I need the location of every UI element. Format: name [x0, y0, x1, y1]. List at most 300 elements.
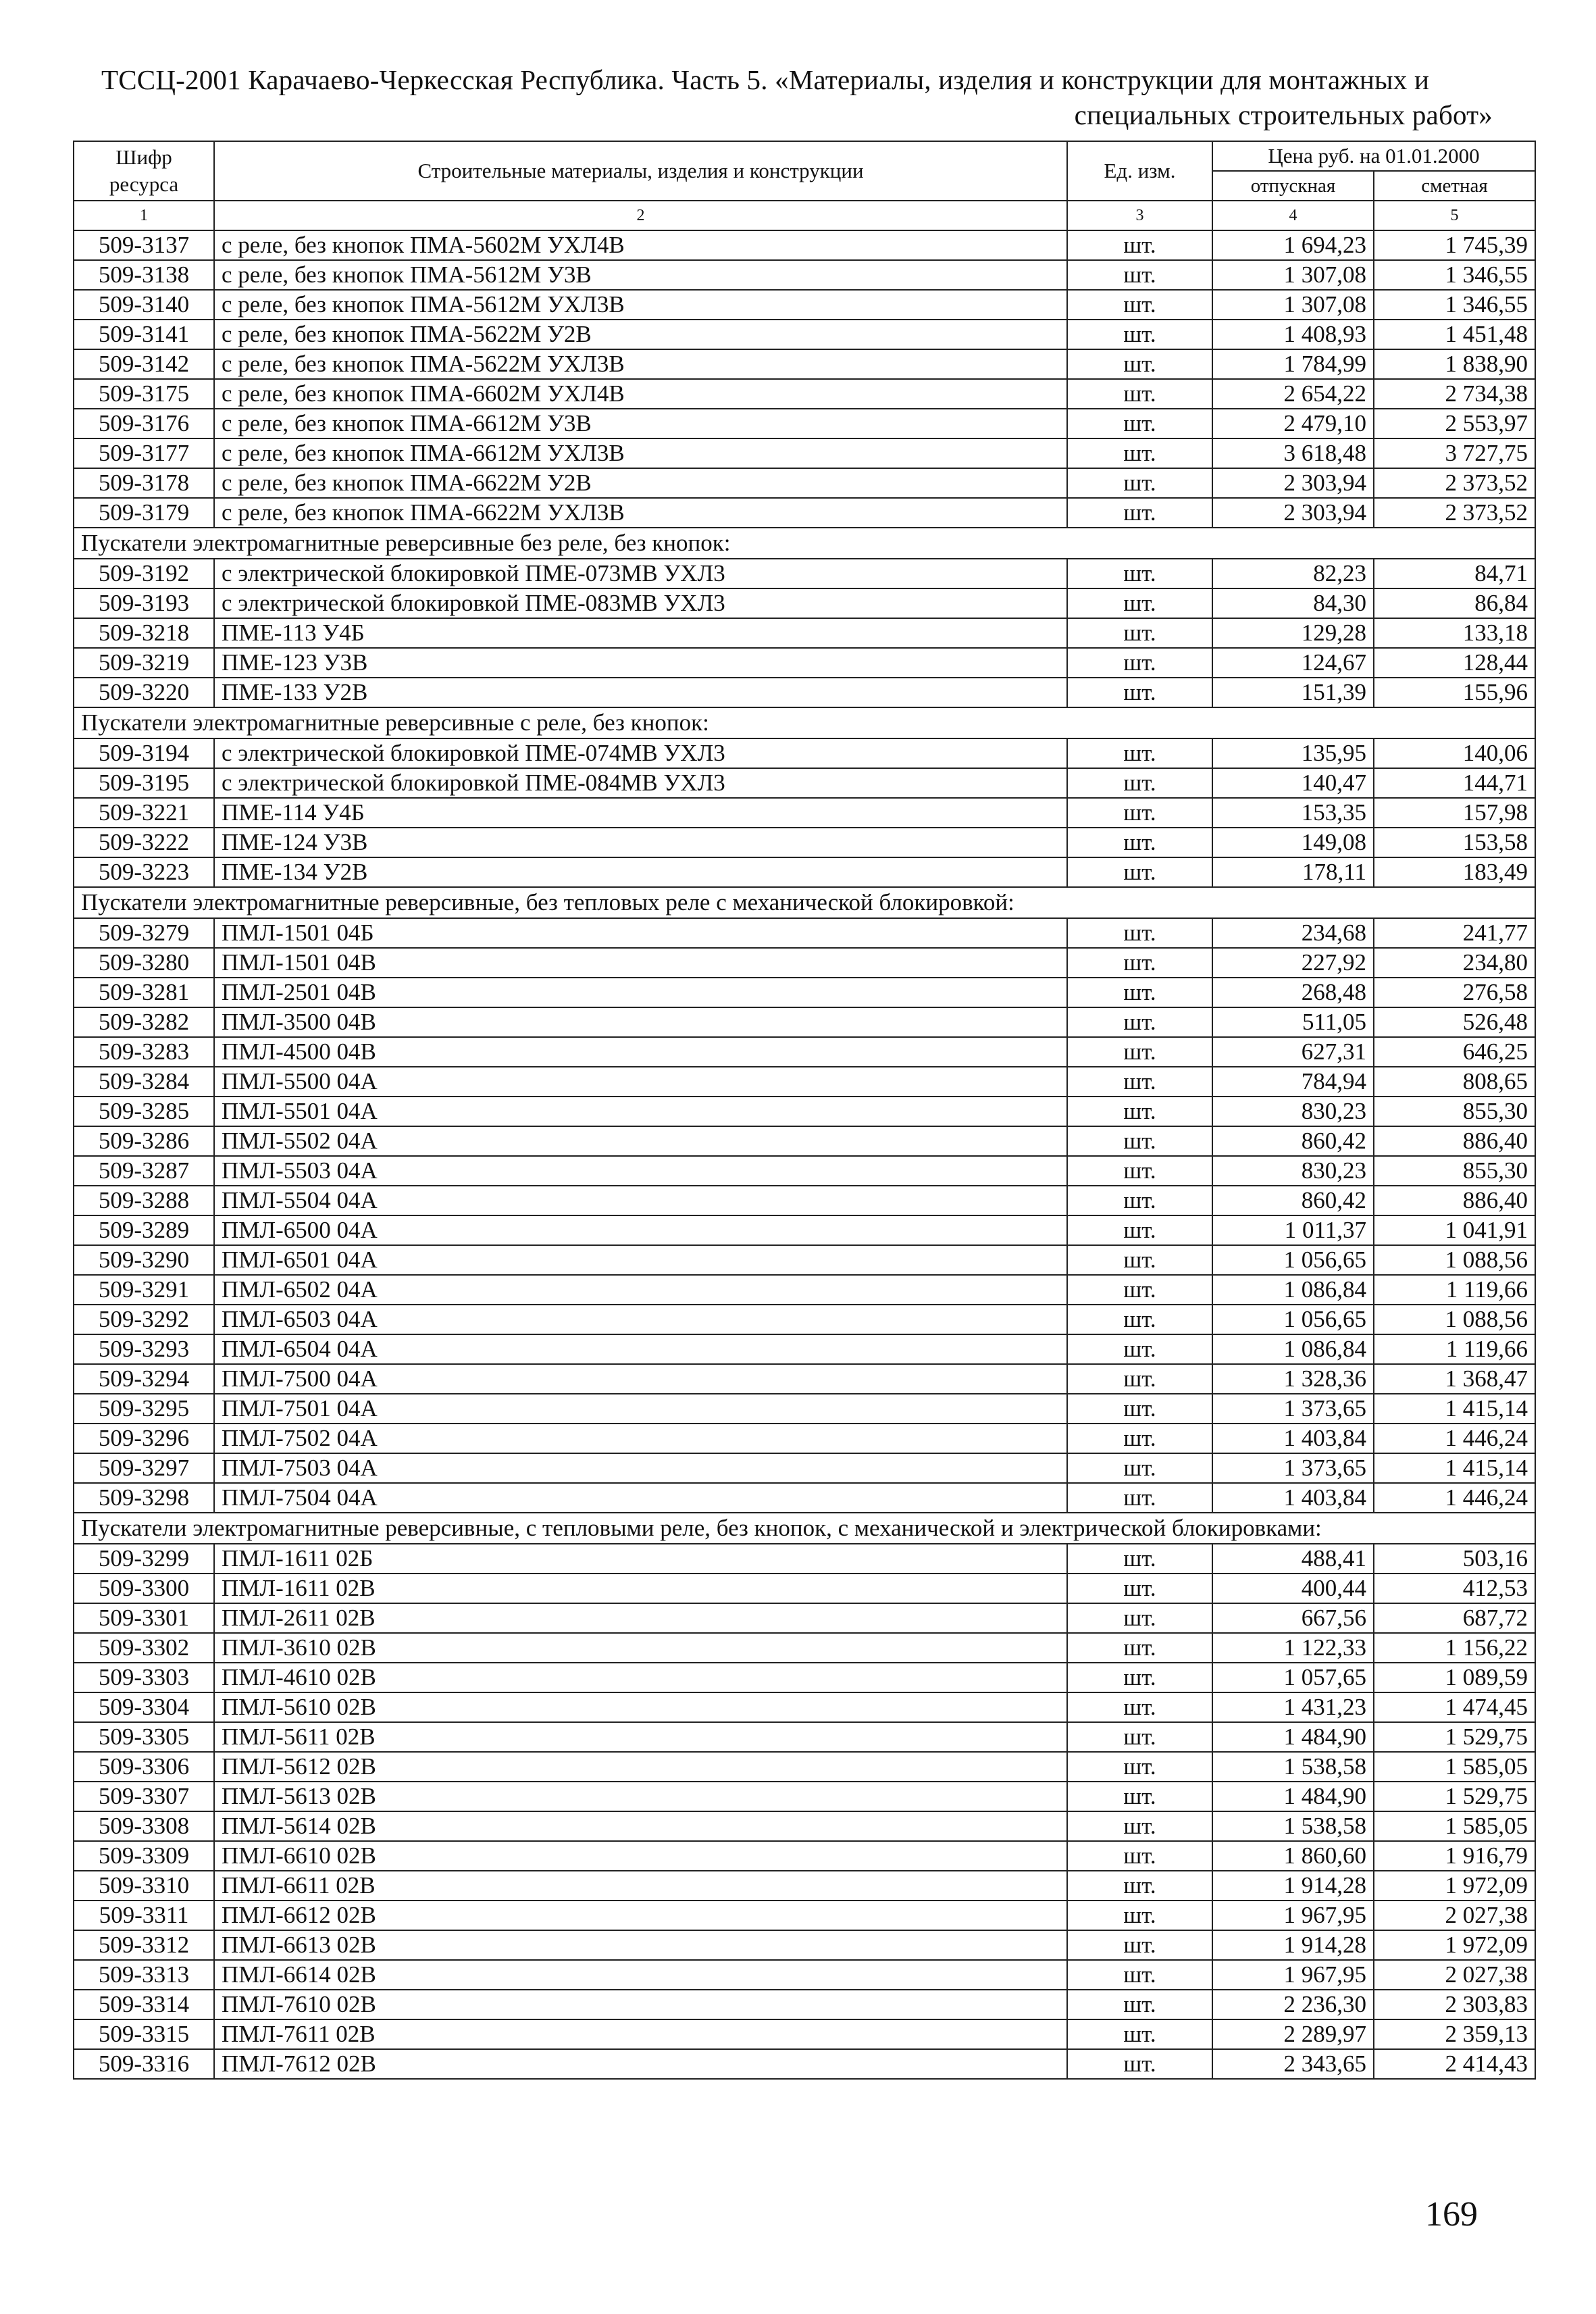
table-row: [74, 290, 1535, 320]
table-row: [74, 648, 1535, 678]
estimate-price-cell: 2 027,38: [1374, 1901, 1535, 1930]
section-row: [74, 707, 1535, 738]
resource-code-cell: 509-3297: [74, 1453, 214, 1483]
estimate-price-cell: 1 346,55: [1374, 290, 1535, 320]
header-line-1: ТССЦ-2001 Карачаево-Черкесская Республика. Часть 5. «Материалы, изделия и конструкции для монтажных и: [101, 64, 1430, 95]
material-name-cell: с электрической блокировкой ПМЕ-084МВ УХЛ3: [214, 768, 1067, 798]
material-name-cell: с реле, без кнопок ПМА-6622М УХЛ3В: [214, 498, 1067, 528]
resource-code-cell: 509-3283: [74, 1037, 214, 1067]
material-name-cell: ПМЕ-134 У2В: [214, 857, 1067, 887]
table-row: [74, 379, 1535, 409]
release-price-cell: 3 618,48: [1212, 438, 1374, 468]
unit-cell: шт.: [1067, 588, 1212, 618]
estimate-price-cell: 687,72: [1374, 1603, 1535, 1633]
resource-code-cell: 509-3193: [74, 588, 214, 618]
resource-code-cell: 509-3223: [74, 857, 214, 887]
table-row: [74, 918, 1535, 948]
resource-code-cell: 509-3175: [74, 379, 214, 409]
estimate-price-cell: 855,30: [1374, 1156, 1535, 1186]
section-heading: Пускатели электромагнитные реверсивные без реле, без кнопок:: [74, 528, 1535, 559]
resource-code-cell: 509-3307: [74, 1782, 214, 1811]
release-price-cell: 1 538,58: [1212, 1811, 1374, 1841]
table-row: [74, 1990, 1535, 2019]
release-price-cell: 1 086,84: [1212, 1334, 1374, 1364]
unit-cell: шт.: [1067, 1483, 1212, 1513]
estimate-price-cell: 140,06: [1374, 738, 1535, 768]
unit-cell: шт.: [1067, 918, 1212, 948]
material-name-cell: ПМЛ-5610 02В: [214, 1692, 1067, 1722]
unit-cell: шт.: [1067, 260, 1212, 290]
estimate-price-cell: 155,96: [1374, 678, 1535, 707]
unit-cell: шт.: [1067, 1871, 1212, 1901]
resource-code-cell: 509-3292: [74, 1305, 214, 1334]
unit-cell: шт.: [1067, 678, 1212, 707]
table-row: [74, 559, 1535, 588]
price-table: [73, 141, 1536, 2080]
table-row: [74, 230, 1535, 260]
unit-cell: шт.: [1067, 1722, 1212, 1752]
estimate-price-cell: 2 373,52: [1374, 498, 1535, 528]
table-row: [74, 978, 1535, 1007]
estimate-price-cell: 241,77: [1374, 918, 1535, 948]
material-name-cell: с электрической блокировкой ПМЕ-074МВ УХЛ3: [214, 738, 1067, 768]
unit-cell: шт.: [1067, 1544, 1212, 1574]
material-name-cell: ПМЛ-7610 02В: [214, 1990, 1067, 2019]
table-row: [74, 1186, 1535, 1215]
unit-cell: шт.: [1067, 1990, 1212, 2019]
unit-cell: шт.: [1067, 1067, 1212, 1097]
release-price-cell: 84,30: [1212, 588, 1374, 618]
release-price-cell: 178,11: [1212, 857, 1374, 887]
material-name-cell: ПМЕ-114 У4Б: [214, 798, 1067, 828]
release-price-cell: 1 484,90: [1212, 1722, 1374, 1752]
section-row: [74, 528, 1535, 559]
table-row: [74, 1960, 1535, 1990]
table-row: [74, 349, 1535, 379]
estimate-price-cell: 1 916,79: [1374, 1841, 1535, 1871]
resource-code-cell: 509-3287: [74, 1156, 214, 1186]
table-row: [74, 738, 1535, 768]
resource-code-cell: 509-3281: [74, 978, 214, 1007]
col-number: 1: [74, 201, 214, 230]
material-name-cell: ПМЛ-2501 04В: [214, 978, 1067, 1007]
material-name-cell: ПМЛ-6501 04А: [214, 1245, 1067, 1275]
estimate-price-cell: 2 734,38: [1374, 379, 1535, 409]
table-row: [74, 498, 1535, 528]
material-name-cell: ПМЛ-4500 04В: [214, 1037, 1067, 1067]
resource-code-cell: 509-3315: [74, 2019, 214, 2049]
table-row: [74, 618, 1535, 648]
table-row: [74, 1067, 1535, 1097]
release-price-cell: 268,48: [1212, 978, 1374, 1007]
release-price-cell: 2 303,94: [1212, 468, 1374, 498]
material-name-cell: с электрической блокировкой ПМЕ-073МВ УХЛ3: [214, 559, 1067, 588]
estimate-price-cell: 2 027,38: [1374, 1960, 1535, 1990]
resource-code-cell: 509-3177: [74, 438, 214, 468]
material-name-cell: ПМЛ-2611 02В: [214, 1603, 1067, 1633]
resource-code-cell: 509-3218: [74, 618, 214, 648]
unit-cell: шт.: [1067, 1037, 1212, 1067]
unit-cell: шт.: [1067, 438, 1212, 468]
release-price-cell: 1 122,33: [1212, 1633, 1374, 1663]
release-price-cell: 1 307,08: [1212, 260, 1374, 290]
estimate-price-cell: 646,25: [1374, 1037, 1535, 1067]
table-row: [74, 1483, 1535, 1513]
resource-code-cell: 509-3304: [74, 1692, 214, 1722]
unit-cell: шт.: [1067, 1960, 1212, 1990]
unit-cell: шт.: [1067, 2049, 1212, 2079]
material-name-cell: ПМЛ-7501 04А: [214, 1394, 1067, 1424]
page-number: 169: [1425, 2195, 1478, 2234]
release-price-cell: 1 967,95: [1212, 1901, 1374, 1930]
table-row: [74, 1215, 1535, 1245]
release-price-cell: 1 056,65: [1212, 1305, 1374, 1334]
release-price-cell: 82,23: [1212, 559, 1374, 588]
table-row: [74, 1633, 1535, 1663]
release-price-cell: 2 343,65: [1212, 2049, 1374, 2079]
estimate-price-cell: 2 303,83: [1374, 1990, 1535, 2019]
table-row: [74, 1037, 1535, 1067]
estimate-price-cell: 234,80: [1374, 948, 1535, 978]
unit-cell: шт.: [1067, 738, 1212, 768]
table-body: [74, 230, 1535, 2079]
material-name-cell: ПМЛ-6610 02В: [214, 1841, 1067, 1871]
material-name-cell: ПМЛ-5614 02В: [214, 1811, 1067, 1841]
col-header-code: Шифр ресурса: [74, 141, 214, 201]
resource-code-cell: 509-3142: [74, 349, 214, 379]
unit-cell: шт.: [1067, 349, 1212, 379]
unit-cell: шт.: [1067, 798, 1212, 828]
estimate-price-cell: 1 119,66: [1374, 1275, 1535, 1305]
estimate-price-cell: 2 359,13: [1374, 2019, 1535, 2049]
release-price-cell: 1 694,23: [1212, 230, 1374, 260]
release-price-cell: 1 860,60: [1212, 1841, 1374, 1871]
unit-cell: шт.: [1067, 498, 1212, 528]
resource-code-cell: 509-3296: [74, 1424, 214, 1453]
release-price-cell: 400,44: [1212, 1574, 1374, 1603]
release-price-cell: 2 236,30: [1212, 1990, 1374, 2019]
estimate-price-cell: 1 745,39: [1374, 230, 1535, 260]
estimate-price-cell: 1 529,75: [1374, 1722, 1535, 1752]
material-name-cell: ПМЛ-1501 04В: [214, 948, 1067, 978]
col-header-price: Цена руб. на 01.01.2000: [1212, 141, 1535, 171]
material-name-cell: ПМЛ-5502 04А: [214, 1126, 1067, 1156]
unit-cell: шт.: [1067, 1663, 1212, 1692]
release-price-cell: 511,05: [1212, 1007, 1374, 1037]
table-row: [74, 1663, 1535, 1692]
material-name-cell: ПМЛ-7504 04А: [214, 1483, 1067, 1513]
release-price-cell: 227,92: [1212, 948, 1374, 978]
release-price-cell: 124,67: [1212, 648, 1374, 678]
table-row: [74, 1394, 1535, 1424]
unit-cell: шт.: [1067, 978, 1212, 1007]
material-name-cell: ПМЕ-133 У2В: [214, 678, 1067, 707]
section-row: [74, 887, 1535, 918]
table-row: [74, 1544, 1535, 1574]
material-name-cell: ПМЕ-124 У3В: [214, 828, 1067, 857]
table-row: [74, 1841, 1535, 1871]
material-name-cell: ПМЛ-7612 02В: [214, 2049, 1067, 2079]
material-name-cell: ПМЛ-7611 02В: [214, 2019, 1067, 2049]
estimate-price-cell: 808,65: [1374, 1067, 1535, 1097]
section-row: [74, 1513, 1535, 1544]
section-heading: Пускатели электромагнитные реверсивные, без тепловых реле с механической блокировкой:: [74, 887, 1535, 918]
estimate-price-cell: 1 446,24: [1374, 1483, 1535, 1513]
material-name-cell: ПМЛ-6612 02В: [214, 1901, 1067, 1930]
resource-code-cell: 509-3192: [74, 559, 214, 588]
unit-cell: шт.: [1067, 1245, 1212, 1275]
release-price-cell: 2 289,97: [1212, 2019, 1374, 2049]
material-name-cell: ПМЛ-6611 02В: [214, 1871, 1067, 1901]
release-price-cell: 1 914,28: [1212, 1871, 1374, 1901]
release-price-cell: 1 373,65: [1212, 1394, 1374, 1424]
table-row: [74, 948, 1535, 978]
resource-code-cell: 509-3195: [74, 768, 214, 798]
table-row: [74, 1752, 1535, 1782]
table-row: [74, 1364, 1535, 1394]
material-name-cell: с реле, без кнопок ПМА-5622М У2В: [214, 320, 1067, 349]
resource-code-cell: 509-3291: [74, 1275, 214, 1305]
material-name-cell: ПМЛ-6502 04А: [214, 1275, 1067, 1305]
col-number: 3: [1067, 201, 1212, 230]
estimate-price-cell: 886,40: [1374, 1126, 1535, 1156]
release-price-cell: 667,56: [1212, 1603, 1374, 1633]
material-name-cell: с реле, без кнопок ПМА-6622М У2В: [214, 468, 1067, 498]
resource-code-cell: 509-3280: [74, 948, 214, 978]
resource-code-cell: 509-3194: [74, 738, 214, 768]
resource-code-cell: 509-3138: [74, 260, 214, 290]
estimate-price-cell: 1 838,90: [1374, 349, 1535, 379]
resource-code-cell: 509-3305: [74, 1722, 214, 1752]
unit-cell: шт.: [1067, 559, 1212, 588]
resource-code-cell: 509-3286: [74, 1126, 214, 1156]
resource-code-cell: 509-3313: [74, 1960, 214, 1990]
table-row: [74, 1453, 1535, 1483]
unit-cell: шт.: [1067, 320, 1212, 349]
estimate-price-cell: 3 727,75: [1374, 438, 1535, 468]
resource-code-cell: 509-3299: [74, 1544, 214, 1574]
estimate-price-cell: 144,71: [1374, 768, 1535, 798]
unit-cell: шт.: [1067, 948, 1212, 978]
estimate-price-cell: 503,16: [1374, 1544, 1535, 1574]
resource-code-cell: 509-3312: [74, 1930, 214, 1960]
resource-code-cell: 509-3284: [74, 1067, 214, 1097]
release-price-cell: 1 784,99: [1212, 349, 1374, 379]
material-name-cell: с реле, без кнопок ПМА-5612М УХЛ3В: [214, 290, 1067, 320]
release-price-cell: 1 914,28: [1212, 1930, 1374, 1960]
table-row: [74, 1603, 1535, 1633]
unit-cell: шт.: [1067, 230, 1212, 260]
header-line-2: специальных строительных работ»: [1074, 99, 1493, 130]
unit-cell: шт.: [1067, 1305, 1212, 1334]
unit-cell: шт.: [1067, 1007, 1212, 1037]
table-row: [74, 1275, 1535, 1305]
table-row: [74, 409, 1535, 438]
unit-cell: шт.: [1067, 1811, 1212, 1841]
resource-code-cell: 509-3293: [74, 1334, 214, 1364]
table-row: [74, 1811, 1535, 1841]
table-row: [74, 320, 1535, 349]
table-row: [74, 2019, 1535, 2049]
table-row: [74, 1007, 1535, 1037]
unit-cell: шт.: [1067, 1097, 1212, 1126]
estimate-price-cell: 412,53: [1374, 1574, 1535, 1603]
resource-code-cell: 509-3282: [74, 1007, 214, 1037]
estimate-price-cell: 157,98: [1374, 798, 1535, 828]
release-price-cell: 860,42: [1212, 1186, 1374, 1215]
release-price-cell: 1 328,36: [1212, 1364, 1374, 1394]
unit-cell: шт.: [1067, 1901, 1212, 1930]
material-name-cell: с реле, без кнопок ПМА-6612М УХЛ3В: [214, 438, 1067, 468]
resource-code-cell: 509-3140: [74, 290, 214, 320]
unit-cell: шт.: [1067, 1633, 1212, 1663]
unit-cell: шт.: [1067, 468, 1212, 498]
resource-code-cell: 509-3316: [74, 2049, 214, 2079]
unit-cell: шт.: [1067, 618, 1212, 648]
release-price-cell: 1 431,23: [1212, 1692, 1374, 1722]
release-price-cell: 1 373,65: [1212, 1453, 1374, 1483]
material-name-cell: с реле, без кнопок ПМА-6612М У3В: [214, 409, 1067, 438]
table-row: [74, 468, 1535, 498]
table-row: [74, 1156, 1535, 1186]
resource-code-cell: 509-3290: [74, 1245, 214, 1275]
resource-code-cell: 509-3314: [74, 1990, 214, 2019]
release-price-cell: 1 307,08: [1212, 290, 1374, 320]
release-price-cell: 129,28: [1212, 618, 1374, 648]
release-price-cell: 140,47: [1212, 768, 1374, 798]
estimate-price-cell: 133,18: [1374, 618, 1535, 648]
unit-cell: шт.: [1067, 768, 1212, 798]
material-name-cell: ПМЛ-7503 04А: [214, 1453, 1067, 1483]
unit-cell: шт.: [1067, 1364, 1212, 1394]
estimate-price-cell: 1 972,09: [1374, 1930, 1535, 1960]
material-name-cell: ПМЛ-3610 02В: [214, 1633, 1067, 1663]
estimate-price-cell: 1 088,56: [1374, 1245, 1535, 1275]
release-price-cell: 151,39: [1212, 678, 1374, 707]
resource-code-cell: 509-3279: [74, 918, 214, 948]
col-header-estimate: сметная: [1374, 171, 1535, 201]
release-price-cell: 2 654,22: [1212, 379, 1374, 409]
col-number: 5: [1374, 201, 1535, 230]
unit-cell: шт.: [1067, 1186, 1212, 1215]
resource-code-cell: 509-3301: [74, 1603, 214, 1633]
estimate-price-cell: 1 972,09: [1374, 1871, 1535, 1901]
unit-cell: шт.: [1067, 1424, 1212, 1453]
release-price-cell: 2 303,94: [1212, 498, 1374, 528]
material-name-cell: ПМЛ-5613 02В: [214, 1782, 1067, 1811]
unit-cell: шт.: [1067, 1453, 1212, 1483]
release-price-cell: 1 057,65: [1212, 1663, 1374, 1692]
table-row: [74, 438, 1535, 468]
material-name-cell: ПМЛ-6613 02В: [214, 1930, 1067, 1960]
unit-cell: шт.: [1067, 828, 1212, 857]
resource-code-cell: 509-3285: [74, 1097, 214, 1126]
estimate-price-cell: 2 414,43: [1374, 2049, 1535, 2079]
release-price-cell: 1 056,65: [1212, 1245, 1374, 1275]
material-name-cell: ПМЛ-5500 04А: [214, 1067, 1067, 1097]
table-row: [74, 588, 1535, 618]
table-row: [74, 828, 1535, 857]
estimate-price-cell: 1 088,56: [1374, 1305, 1535, 1334]
unit-cell: шт.: [1067, 1930, 1212, 1960]
table-row: [74, 1574, 1535, 1603]
release-price-cell: 1 408,93: [1212, 320, 1374, 349]
table-row: [74, 1692, 1535, 1722]
estimate-price-cell: 128,44: [1374, 648, 1535, 678]
release-price-cell: 830,23: [1212, 1156, 1374, 1186]
material-name-cell: ПМЛ-3500 04В: [214, 1007, 1067, 1037]
material-name-cell: с реле, без кнопок ПМА-6602М УХЛ4В: [214, 379, 1067, 409]
material-name-cell: ПМЛ-1501 04Б: [214, 918, 1067, 948]
material-name-cell: с электрической блокировкой ПМЕ-083МВ УХЛ3: [214, 588, 1067, 618]
resource-code-cell: 509-3219: [74, 648, 214, 678]
unit-cell: шт.: [1067, 1603, 1212, 1633]
estimate-price-cell: 1 368,47: [1374, 1364, 1535, 1394]
table-row: [74, 1901, 1535, 1930]
table-row: [74, 768, 1535, 798]
table-row: [74, 678, 1535, 707]
resource-code-cell: 509-3309: [74, 1841, 214, 1871]
unit-cell: шт.: [1067, 1841, 1212, 1871]
estimate-price-cell: 84,71: [1374, 559, 1535, 588]
resource-code-cell: 509-3178: [74, 468, 214, 498]
resource-code-cell: 509-3288: [74, 1186, 214, 1215]
material-name-cell: ПМЛ-5503 04А: [214, 1156, 1067, 1186]
unit-cell: шт.: [1067, 1782, 1212, 1811]
estimate-price-cell: 86,84: [1374, 588, 1535, 618]
table-row: [74, 1930, 1535, 1960]
estimate-price-cell: 1 474,45: [1374, 1692, 1535, 1722]
resource-code-cell: 509-3306: [74, 1752, 214, 1782]
unit-cell: шт.: [1067, 648, 1212, 678]
table-row: [74, 1097, 1535, 1126]
estimate-price-cell: 2 553,97: [1374, 409, 1535, 438]
resource-code-cell: 509-3179: [74, 498, 214, 528]
unit-cell: шт.: [1067, 1126, 1212, 1156]
estimate-price-cell: 1 156,22: [1374, 1633, 1535, 1663]
release-price-cell: 1 011,37: [1212, 1215, 1374, 1245]
resource-code-cell: 509-3294: [74, 1364, 214, 1394]
unit-cell: шт.: [1067, 1156, 1212, 1186]
resource-code-cell: 509-3221: [74, 798, 214, 828]
estimate-price-cell: 1 346,55: [1374, 260, 1535, 290]
material-name-cell: ПМЛ-6503 04А: [214, 1305, 1067, 1334]
release-price-cell: 1 484,90: [1212, 1782, 1374, 1811]
release-price-cell: 860,42: [1212, 1126, 1374, 1156]
release-price-cell: 153,35: [1212, 798, 1374, 828]
release-price-cell: 1 403,84: [1212, 1483, 1374, 1513]
unit-cell: шт.: [1067, 379, 1212, 409]
estimate-price-cell: 526,48: [1374, 1007, 1535, 1037]
unit-cell: шт.: [1067, 409, 1212, 438]
estimate-price-cell: 183,49: [1374, 857, 1535, 887]
estimate-price-cell: 855,30: [1374, 1097, 1535, 1126]
resource-code-cell: 509-3308: [74, 1811, 214, 1841]
material-name-cell: ПМЛ-4610 02В: [214, 1663, 1067, 1692]
table-row: [74, 260, 1535, 290]
resource-code-cell: 509-3137: [74, 230, 214, 260]
col-header-unit: Ед. изм.: [1067, 141, 1212, 201]
unit-cell: шт.: [1067, 1394, 1212, 1424]
release-price-cell: 1 086,84: [1212, 1275, 1374, 1305]
estimate-price-cell: 1 415,14: [1374, 1453, 1535, 1483]
resource-code-cell: 509-3222: [74, 828, 214, 857]
estimate-price-cell: 1 446,24: [1374, 1424, 1535, 1453]
table-row: [74, 2049, 1535, 2079]
material-name-cell: ПМЛ-6614 02В: [214, 1960, 1067, 1990]
material-name-cell: ПМЛ-5501 04А: [214, 1097, 1067, 1126]
unit-cell: шт.: [1067, 857, 1212, 887]
